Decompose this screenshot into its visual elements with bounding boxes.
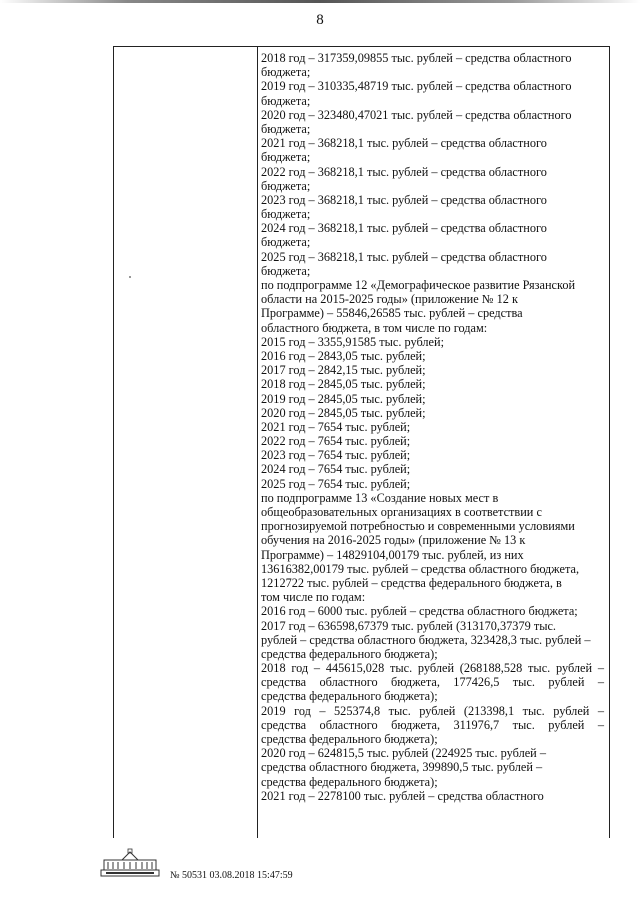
building-seal-icon (100, 848, 160, 878)
scan-speck (129, 276, 131, 278)
text-line: 2024 год – 7654 тыс. рублей; (261, 462, 411, 477)
text-line: 2018 год – 445615,028 тыс. рублей (268188,528 тыс. рублей – (261, 661, 604, 676)
text-line: бюджета; (261, 207, 311, 222)
text-line: 2022 год – 7654 тыс. рублей; (261, 434, 411, 449)
text-line: 2025 год – 7654 тыс. рублей; (261, 476, 411, 491)
text-line: рублей – средства областного бюджета, 323428,3 тыс. рублей – (261, 632, 591, 647)
table-column-divider (257, 47, 258, 838)
text-line: 2020 год – 624815,5 тыс. рублей (224925 тыс. рублей – (261, 746, 546, 761)
text-line: бюджета; (261, 150, 311, 165)
text-line: по подпрограмме 12 «Демографическое развитие Рязанской (261, 278, 576, 292)
document-footer (100, 848, 500, 888)
text-line: 2023 год – 7654 тыс. рублей; (261, 448, 411, 463)
text-line: бюджета; (261, 121, 311, 136)
text-line: областного бюджета, в том числе по годам: (261, 320, 488, 335)
text-line: том числе по годам: (261, 590, 366, 605)
text-line: средства федерального бюджета); (261, 646, 438, 661)
text-line: средства федерального бюджета); (261, 774, 438, 789)
text-line: Программе) – 14829104,00179 тыс. рублей, из них (261, 547, 524, 562)
text-line: 2021 год – 2278100 тыс. рублей – средства областного (261, 788, 544, 803)
text-line: бюджета; (261, 263, 311, 278)
text-line: бюджета; (261, 65, 311, 80)
budget-table (113, 46, 610, 838)
text-line: 13616382,00179 тыс. рублей – средства областного бюджета, (261, 561, 580, 576)
table-right-cell (261, 51, 604, 803)
text-line: 2020 год – 323480,47021 тыс. рублей – средства областного (261, 107, 572, 122)
text-line: 2016 год – 6000 тыс. рублей – средства областного бюджета; (261, 604, 578, 619)
text-line: Программе) – 55846,26585 тыс. рублей – средства (261, 306, 523, 321)
text-line: 2016 год – 2843,05 тыс. рублей; (261, 348, 426, 363)
text-line: средства областного бюджета, 311976,7 тыс. рублей – (261, 717, 604, 732)
text-line: средства областного бюджета, 177426,5 тыс. рублей – (261, 675, 604, 690)
text-line: 2015 год – 3355,91585 тыс. рублей; (261, 334, 444, 349)
text-line: 2019 год – 525374,8 тыс. рублей (213398,1 тыс. рублей – (261, 703, 604, 718)
text-line: 2017 год – 2842,15 тыс. рублей; (261, 363, 426, 378)
text-line: обучения на 2016-2025 годы» (приложение № 13 к (261, 533, 526, 548)
text-line: 2021 год – 7654 тыс. рублей; (261, 419, 411, 434)
text-line: 2023 год – 368218,1 тыс. рублей – средства областного (261, 192, 547, 207)
text-line: общеобразовательных организациях в соответствии с (261, 505, 542, 519)
text-line: средства федерального бюджета); (261, 732, 438, 746)
page-top-edge (0, 0, 640, 3)
text-line: прогнозируемой потребностью и современными условиями (261, 519, 575, 534)
text-line: 2018 год – 317359,09855 тыс. рублей – средства областного (261, 51, 572, 65)
text-line: 1212722 тыс. рублей – средства федерального бюджета, в (261, 575, 562, 590)
table-left-cell (114, 47, 257, 838)
text-line: 2018 год – 2845,05 тыс. рублей; (261, 377, 426, 392)
text-line: по подпрограмме 13 «Создание новых мест в (261, 490, 499, 505)
text-line: 2025 год – 368218,1 тыс. рублей – средства областного (261, 249, 547, 264)
text-line: области на 2015-2025 годы» (приложение № 12 к (261, 292, 518, 307)
text-line: средства федерального бюджета); (261, 689, 438, 704)
text-line: бюджета; (261, 178, 311, 193)
text-line: 2019 год – 310335,48719 тыс. рублей – средства областного (261, 79, 572, 94)
text-line: 2020 год – 2845,05 тыс. рублей; (261, 405, 426, 420)
text-line: 2021 год – 368218,1 тыс. рублей – средства областного (261, 136, 547, 151)
registration-stamp: № 50531 03.08.2018 15:47:59 (170, 870, 293, 881)
page-number: 8 (316, 12, 324, 28)
text-line: 2022 год – 368218,1 тыс. рублей – средства областного (261, 164, 547, 179)
text-line: 2017 год – 636598,67379 тыс. рублей (313170,37379 тыс. (261, 618, 556, 633)
text-line: 2024 год – 368218,1 тыс. рублей – средства областного (261, 221, 547, 236)
text-line: 2019 год – 2845,05 тыс. рублей; (261, 391, 426, 406)
text-line: средства областного бюджета, 399890,5 тыс. рублей – (261, 760, 543, 775)
text-line: бюджета; (261, 93, 311, 108)
text-line: бюджета; (261, 235, 311, 250)
